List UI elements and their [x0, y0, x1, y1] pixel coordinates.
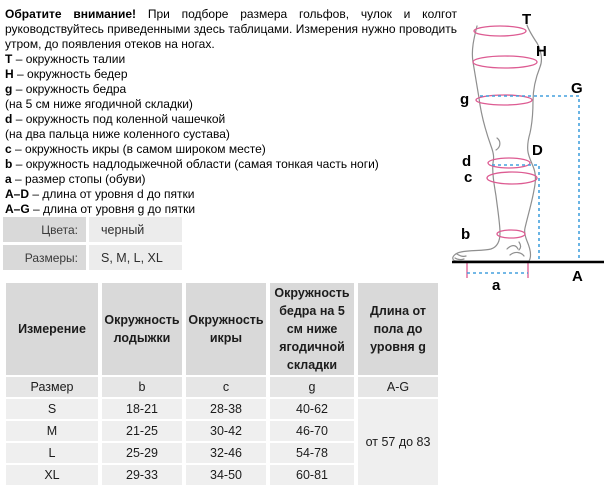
legend-line-d: d – окружность под коленной чашечкой	[5, 112, 226, 126]
cell-length-merged: от 57 до 83	[358, 399, 438, 485]
ellipse-c	[487, 172, 537, 184]
legend-line-g-note: (на 5 см ниже ягодичной складки)	[5, 97, 193, 111]
label-D: D	[532, 142, 543, 159]
ellipse-d	[488, 158, 530, 168]
cell-size: XL	[6, 465, 98, 485]
header-length: Длина от пола до уровня g	[358, 283, 438, 375]
cell-g: 60-81	[270, 465, 354, 485]
label-A: A	[572, 268, 583, 285]
header-hip: Окружность бедра на 5 см ниже ягодичной складки	[270, 283, 354, 375]
label-a: a	[492, 277, 501, 294]
legend-line-H: H – окружность бедер	[5, 67, 128, 81]
legend-line-T: T – окружность талии	[5, 52, 126, 66]
ellipse-b	[497, 230, 525, 238]
param-c: c	[186, 377, 266, 397]
label-c: c	[464, 169, 473, 186]
sizes-label: Размеры:	[3, 245, 86, 270]
label-d: d	[462, 153, 472, 170]
cell-c: 28-38	[186, 399, 266, 419]
label-G: G	[571, 80, 583, 97]
param-g: g	[270, 377, 354, 397]
guide-g-G	[480, 96, 579, 261]
header-row	[6, 283, 438, 375]
intro-text-block	[5, 7, 457, 217]
cell-b: 18-21	[102, 399, 182, 419]
cell-g: 46-70	[270, 421, 354, 441]
param-b: b	[102, 377, 182, 397]
legend-line-c: c – окружность икры (в самом широком месте)	[5, 142, 266, 156]
cell-c: 34-50	[186, 465, 266, 485]
header-ankle: Окружность лодыжки	[102, 283, 182, 375]
param-row	[6, 377, 438, 397]
param-ag: A-G	[358, 377, 438, 397]
cell-c: 30-42	[186, 421, 266, 441]
legend-line-g: g – окружность бедра	[5, 82, 127, 96]
legend-line-a: a – размер стопы (обуви)	[5, 172, 146, 186]
cell-g: 54-78	[270, 443, 354, 463]
header-calf: Окружность икры	[186, 283, 266, 375]
cell-b: 29-33	[102, 465, 182, 485]
ellipse-H	[473, 56, 537, 68]
colors-value: черный	[89, 217, 182, 242]
cell-g: 40-62	[270, 399, 354, 419]
legend-line-d-note: (на два пальца ниже коленного сустава)	[5, 127, 230, 141]
size-table	[2, 281, 442, 487]
intro-paragraph-rest: При подборе размера гольфов, чулок и колгот руководствуйтесь приведенными здесь таблицами. Измерения нужно проводить утром, до появления отеков на ногах.	[5, 7, 457, 51]
label-H: H	[536, 43, 547, 60]
header-measurement: Измерение	[6, 283, 98, 375]
legend-line-AD: A–D – длина от уровня d до пятки	[5, 187, 195, 201]
size-table-wrapper	[2, 281, 442, 487]
label-g: g	[460, 91, 470, 108]
label-b: b	[461, 226, 471, 243]
leg-measurement-diagram	[450, 0, 606, 296]
intro-paragraph	[5, 7, 457, 52]
ellipse-T	[474, 26, 526, 36]
param-size: Размер	[6, 377, 98, 397]
sizes-value: S, M, L, XL	[89, 245, 182, 270]
cell-size: L	[6, 443, 98, 463]
cell-c: 32-46	[186, 443, 266, 463]
table-row-s	[6, 399, 438, 419]
colors-label: Цвета:	[3, 217, 86, 242]
cell-size: M	[6, 421, 98, 441]
diagram-labels	[460, 11, 583, 294]
colors-row	[3, 217, 182, 242]
cell-size: S	[6, 399, 98, 419]
cell-b: 21-25	[102, 421, 182, 441]
legend-line-AG: A–G – длина от уровня g до пятки	[5, 202, 196, 216]
product-attributes	[3, 217, 182, 273]
cell-b: 25-29	[102, 443, 182, 463]
sizes-row	[3, 245, 182, 270]
label-T: T	[522, 11, 532, 28]
intro-lead: Обратите внимание!	[5, 7, 137, 21]
legend-line-b: b – окружность надлодыжечной области (самая тонкая часть ноги)	[5, 157, 379, 171]
